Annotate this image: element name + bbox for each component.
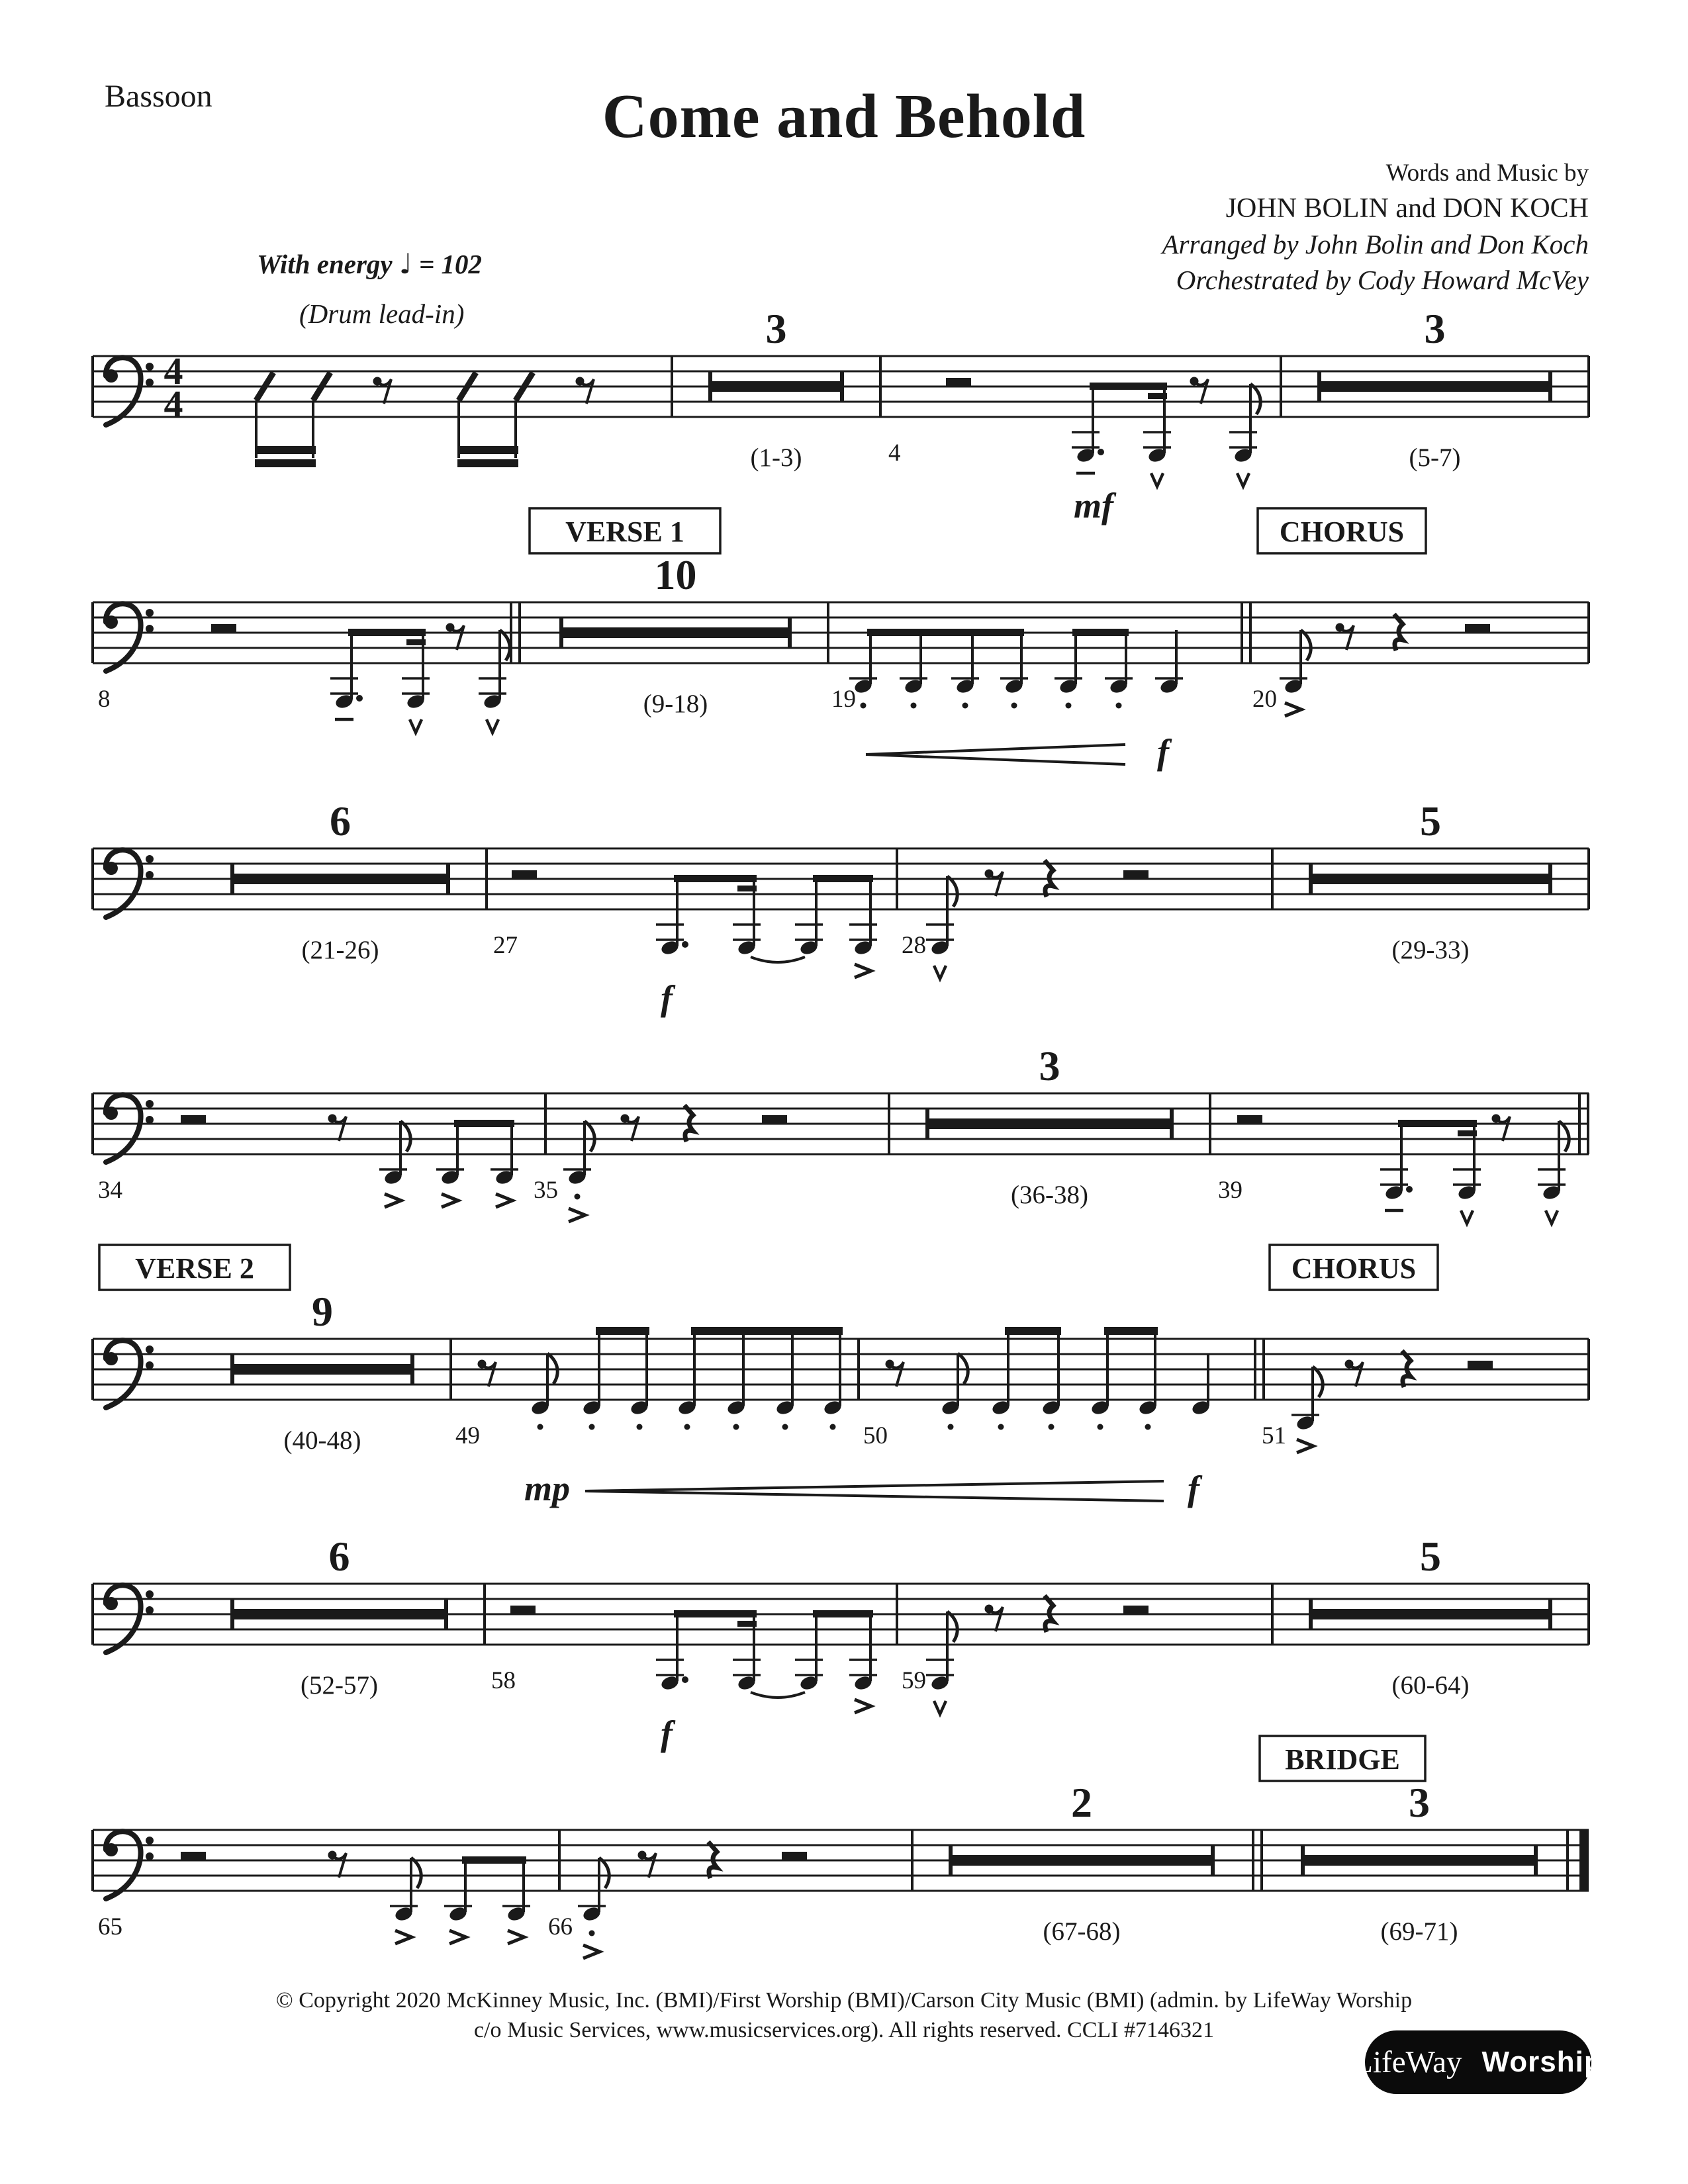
note: [390, 1858, 421, 1944]
measure-number: [548, 1913, 573, 1940]
svg-text:(9-18): (9-18): [643, 690, 708, 718]
tempo-text: With energy: [257, 249, 393, 279]
credit-words-music: Words and Music by: [1385, 159, 1589, 187]
measure-number: [98, 686, 111, 713]
half-rest: [1123, 1606, 1149, 1614]
note: [941, 1353, 968, 1430]
multimeasure-rest: [232, 1288, 412, 1455]
lifeway-worship-logo: [1354, 2030, 1603, 2094]
beam: [867, 629, 1024, 636]
eighth-rest: [1190, 377, 1209, 404]
note: [991, 1328, 1011, 1430]
bass-clef-icon: [105, 1585, 154, 1653]
svg-text:39: 39: [1218, 1177, 1243, 1204]
note: [1090, 1328, 1111, 1430]
measure-number: [534, 1177, 558, 1204]
rehearsal-mark: [1270, 1245, 1438, 1290]
multimeasure-rest: [232, 797, 448, 964]
note: [582, 1328, 602, 1430]
rehearsal-mark: [530, 508, 720, 553]
svg-text:4: 4: [888, 439, 901, 467]
beam: [454, 1120, 514, 1127]
note: [926, 1612, 957, 1714]
svg-text:(40-48): (40-48): [283, 1426, 361, 1455]
bass-clef-icon: [105, 1831, 154, 1899]
half-rest: [181, 1852, 206, 1860]
beam: [813, 875, 873, 882]
note: [402, 630, 430, 733]
beam: [691, 1327, 843, 1335]
note: [1105, 630, 1133, 709]
eighth-rest: [446, 623, 465, 651]
measure-number: [902, 932, 926, 959]
note: [1280, 630, 1311, 716]
instrument-label: Bassoon: [105, 79, 212, 114]
eighth-rest: [328, 1851, 347, 1878]
half-rest: [181, 1115, 206, 1124]
note: [491, 1121, 518, 1207]
eighth-rest: [886, 1360, 904, 1387]
svg-text:50: 50: [863, 1422, 888, 1449]
svg-text:5: 5: [1420, 1533, 1441, 1580]
half-rest: [1237, 1115, 1262, 1124]
svg-text:6: 6: [330, 797, 351, 844]
measure-number: [1218, 1177, 1243, 1204]
multimeasure-rest: [710, 305, 842, 472]
eighth-rest: [985, 870, 1004, 897]
tie: [751, 957, 805, 962]
svg-text:34: 34: [98, 1177, 122, 1204]
beam: [462, 1856, 526, 1864]
note: [1143, 384, 1171, 486]
note: [1138, 1328, 1158, 1430]
half-rest: [1465, 624, 1490, 633]
note: [656, 876, 688, 956]
time-signature: [164, 349, 183, 426]
beam: [1005, 1327, 1061, 1335]
eighth-rest: [478, 1360, 496, 1387]
svg-text:4: 4: [164, 349, 183, 392]
logo-lifeway-text: LifeWay: [1354, 2045, 1462, 2079]
multimeasure-rest: [927, 1042, 1172, 1209]
svg-text:(52-57): (52-57): [301, 1671, 378, 1700]
note: [530, 1353, 558, 1430]
note: [849, 1612, 877, 1713]
note: [1453, 1121, 1481, 1224]
svg-text:66: 66: [548, 1913, 573, 1940]
credit-composers: JOHN BOLIN and DON KOCH: [1225, 193, 1589, 224]
multimeasure-rest: [561, 551, 790, 718]
half-rest: [211, 624, 236, 633]
svg-text:f: f: [1157, 732, 1169, 772]
svg-text:f: f: [661, 1713, 673, 1753]
measure-number: [831, 686, 856, 713]
measure-number: [98, 1177, 122, 1204]
svg-text:49: 49: [455, 1422, 480, 1449]
page-title: Come and Behold: [602, 82, 1086, 151]
svg-text:mf: mf: [1074, 486, 1113, 525]
drum-lead-in-label: (Drum lead-in): [299, 298, 465, 329]
note: [1229, 384, 1260, 486]
svg-text:65: 65: [98, 1913, 122, 1940]
svg-text:6: 6: [328, 1533, 350, 1580]
note: [563, 1121, 594, 1222]
svg-text:f: f: [661, 978, 673, 1018]
staff-lines: [93, 602, 1589, 663]
eighth-rest: [373, 377, 392, 404]
tie: [751, 1692, 805, 1698]
svg-text:2: 2: [1071, 1779, 1092, 1826]
note: [502, 1858, 530, 1944]
eighth-rest: [1336, 623, 1354, 651]
svg-text:(36-38): (36-38): [1011, 1181, 1088, 1209]
svg-text:51: 51: [1262, 1422, 1286, 1449]
svg-text:27: 27: [493, 932, 518, 959]
half-rest: [946, 378, 971, 387]
note: [726, 1328, 747, 1430]
svg-text:9: 9: [312, 1288, 333, 1335]
copyright-line-2: c/o Music Services, www.musicservices.org). All rights reserved. CCLI #7146321: [473, 2018, 1215, 2042]
bass-clef-icon: [105, 604, 154, 671]
eighth-rest: [328, 1115, 347, 1142]
note: [444, 1858, 472, 1944]
beam: [674, 1610, 757, 1627]
svg-text:28: 28: [902, 932, 926, 959]
multimeasure-rest: [1311, 797, 1550, 964]
bass-clef-icon: [105, 850, 154, 917]
svg-text:mp: mp: [524, 1469, 571, 1508]
rehearsal-mark: [1260, 1736, 1425, 1781]
note: [578, 1858, 609, 1958]
bass-clef-icon: [105, 357, 154, 425]
multimeasure-rest: [951, 1779, 1213, 1946]
staff-lines: [93, 1093, 1589, 1154]
note: [1055, 630, 1082, 709]
note: [795, 1612, 823, 1692]
measure-number: [1252, 686, 1277, 713]
note: [1291, 1367, 1323, 1453]
note: [630, 1328, 650, 1430]
note: [479, 630, 510, 733]
beam: [348, 629, 426, 645]
note: [1538, 1121, 1569, 1224]
note: [951, 630, 979, 709]
svg-text:3: 3: [1424, 305, 1446, 352]
note: [436, 1121, 464, 1207]
measure-number: [491, 1667, 516, 1694]
logo-worship-text: Worship: [1481, 2046, 1603, 2078]
beam: [596, 1327, 649, 1335]
note: [795, 876, 823, 956]
svg-text:3: 3: [765, 305, 787, 352]
rehearsal-mark: [99, 1245, 290, 1290]
svg-text:VERSE 1: VERSE 1: [565, 516, 684, 548]
multimeasure-rest: [1311, 1533, 1550, 1700]
svg-text:(60-64): (60-64): [1391, 1671, 1470, 1700]
half-rest: [510, 1606, 536, 1614]
tempo-bpm: = 102: [418, 249, 483, 279]
credit-arranger: Arranged by John Bolin and Don Koch: [1162, 229, 1589, 259]
copyright-line-1: © Copyright 2020 McKinney Music, Inc. (BMI)/First Worship (BMI)/Carson City Music (BMI) (admin. by LifeWay Worship: [275, 1988, 1413, 2013]
svg-text:19: 19: [831, 686, 856, 713]
note: [1380, 1121, 1413, 1210]
svg-text:58: 58: [491, 1667, 516, 1694]
measure-number: [455, 1422, 480, 1449]
note: [900, 630, 927, 709]
note: [379, 1121, 410, 1207]
eighth-rest: [576, 377, 594, 404]
svg-text:(69-71): (69-71): [1380, 1917, 1458, 1946]
multimeasure-rest: [1319, 305, 1550, 472]
measure-number: [863, 1422, 888, 1449]
half-rest: [1468, 1361, 1493, 1369]
note: [926, 876, 957, 979]
note: [823, 1328, 843, 1430]
svg-text:10: 10: [654, 551, 697, 598]
svg-text:CHORUS: CHORUS: [1291, 1252, 1417, 1285]
beam: [813, 1610, 873, 1617]
eighth-rest: [1492, 1115, 1511, 1142]
svg-text:(21-26): (21-26): [301, 936, 379, 964]
multimeasure-rest: [1303, 1779, 1536, 1946]
svg-text:59: 59: [902, 1667, 926, 1694]
eighth-rest: [1345, 1360, 1364, 1387]
note: [677, 1328, 698, 1430]
beam: [674, 875, 757, 891]
note: [849, 876, 877, 978]
svg-text:(67-68): (67-68): [1043, 1917, 1121, 1946]
beam: [1398, 1120, 1477, 1136]
eighth-rest: [985, 1605, 1004, 1632]
svg-text:3: 3: [1039, 1042, 1060, 1089]
note: [1072, 384, 1104, 473]
eighth-rest: [621, 1115, 639, 1142]
measure-number: [1262, 1422, 1286, 1449]
svg-text:BRIDGE: BRIDGE: [1285, 1743, 1400, 1776]
eighth-rest: [638, 1851, 657, 1878]
bass-clef-icon: [105, 1340, 154, 1408]
multimeasure-rest: [232, 1533, 446, 1700]
measure-number: [493, 932, 518, 959]
svg-text:VERSE 2: VERSE 2: [135, 1252, 254, 1285]
staff-system-7: [0, 1717, 1688, 2022]
beam: [1072, 629, 1129, 636]
svg-text:35: 35: [534, 1177, 558, 1204]
note: [1041, 1328, 1062, 1430]
beam: [1090, 383, 1167, 399]
svg-text:f: f: [1188, 1469, 1199, 1508]
credit-orchestrator: Orchestrated by Cody Howard McVey: [1176, 265, 1589, 295]
half-rest: [1123, 870, 1149, 879]
measure-number: [902, 1667, 926, 1694]
bass-clef-icon: [105, 1095, 154, 1162]
note: [1000, 630, 1028, 709]
svg-text:8: 8: [98, 686, 111, 713]
svg-text:5: 5: [1420, 797, 1441, 844]
beam: [1104, 1327, 1158, 1335]
svg-text:(29-33): (29-33): [1391, 936, 1470, 964]
half-rest: [512, 870, 537, 879]
rehearsal-mark: [1258, 508, 1426, 553]
quarter-note-icon: ♩: [399, 248, 412, 280]
measure-number: [98, 1913, 122, 1940]
note: [656, 1612, 688, 1692]
svg-text:3: 3: [1409, 1779, 1430, 1826]
svg-text:(5-7): (5-7): [1409, 443, 1461, 472]
note: [330, 630, 363, 719]
svg-text:4: 4: [164, 383, 183, 426]
svg-text:CHORUS: CHORUS: [1279, 516, 1405, 548]
half-rest: [762, 1115, 787, 1124]
note: [775, 1328, 796, 1430]
half-rest: [782, 1852, 807, 1860]
svg-text:(1-3): (1-3): [750, 443, 802, 472]
svg-text:20: 20: [1252, 686, 1277, 713]
measure-number: [888, 439, 901, 467]
